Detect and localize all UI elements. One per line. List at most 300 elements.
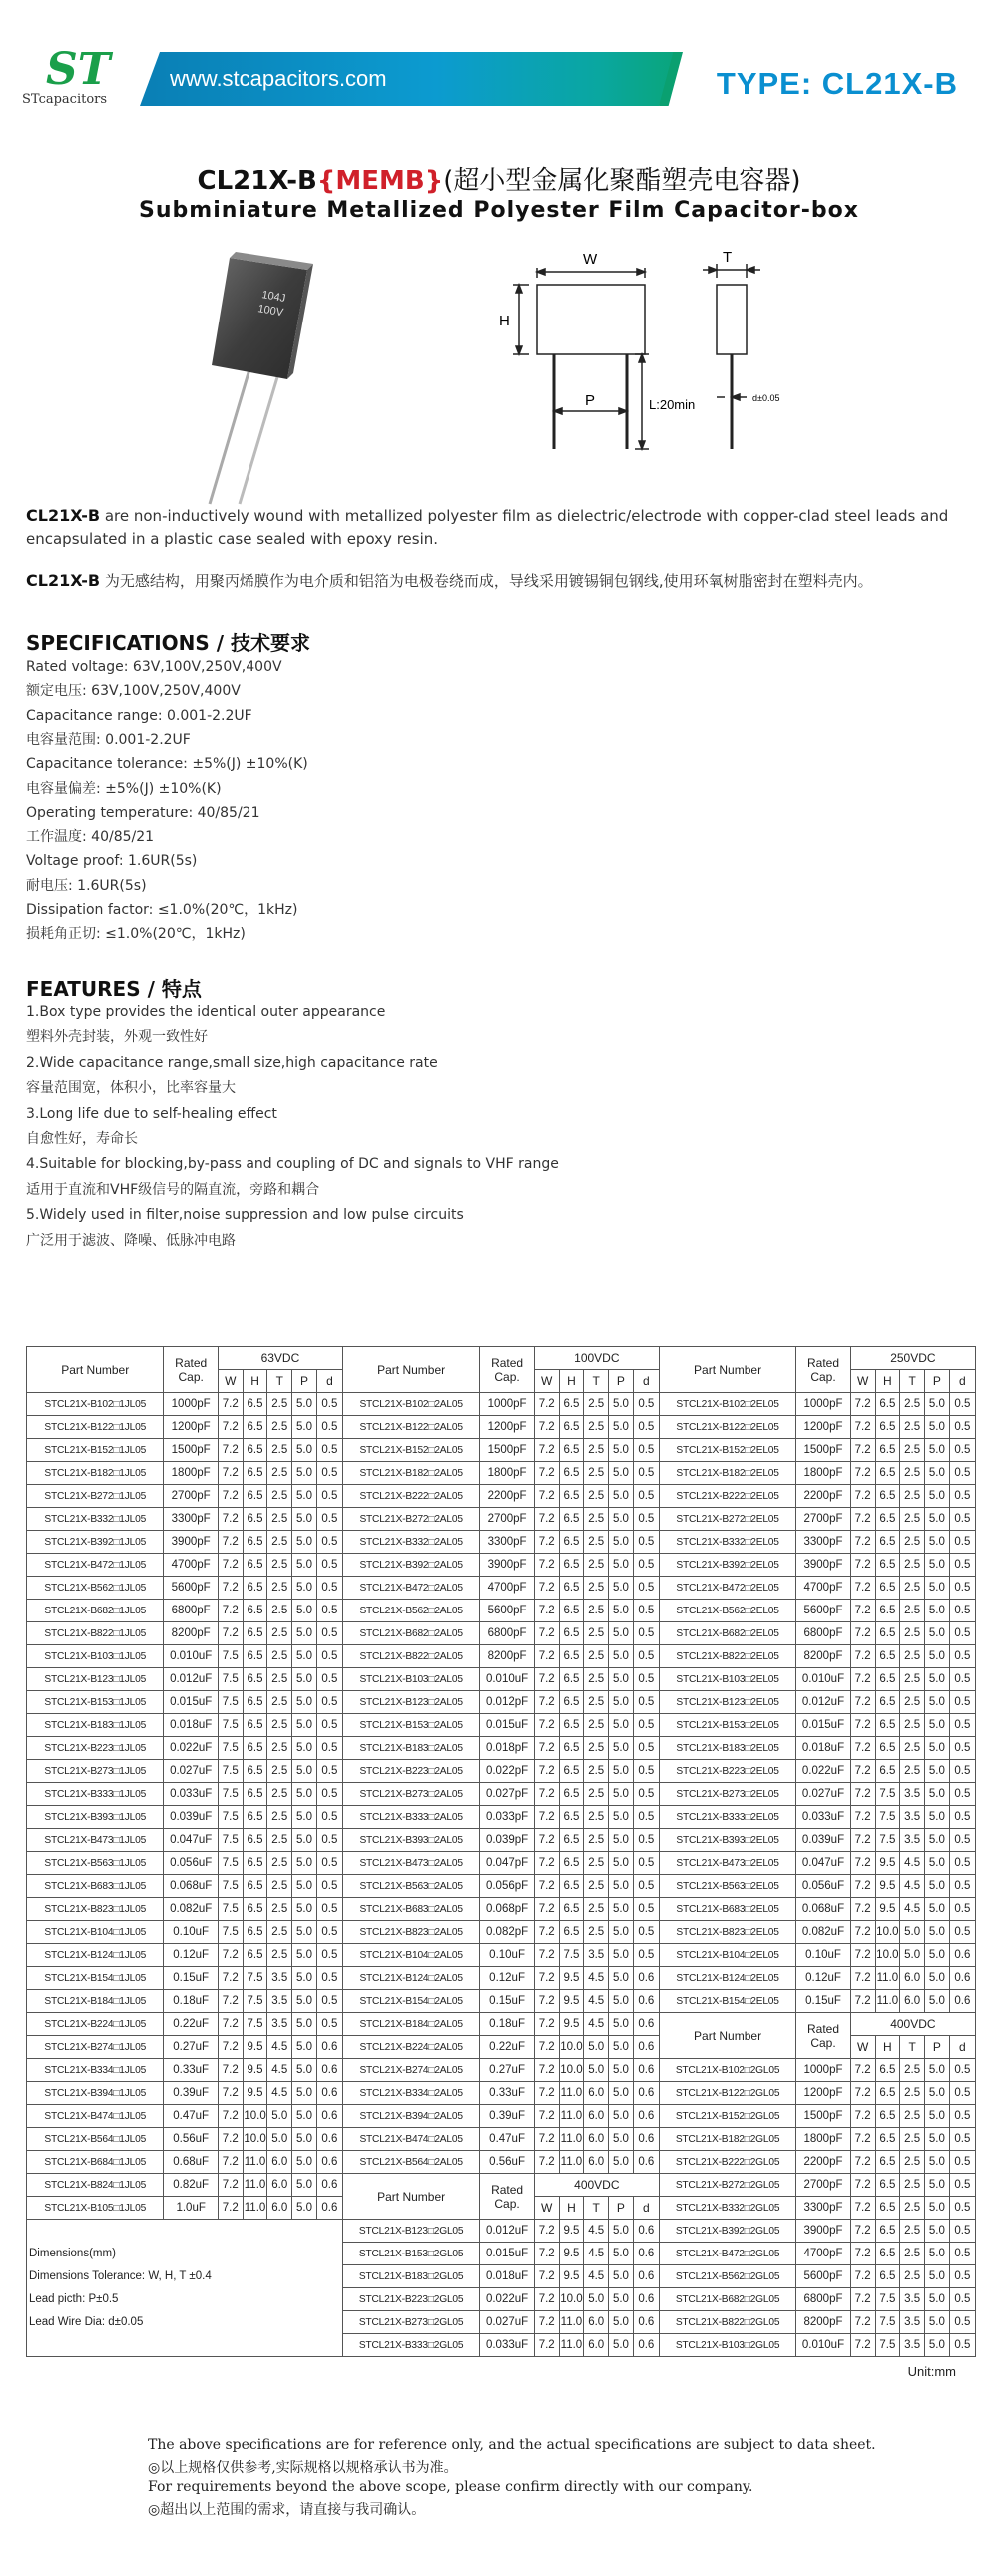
part-number-cell: STCL21X-B822□2AL05: [342, 1645, 479, 1668]
capacitance-cell: 0.39uF: [480, 2105, 534, 2128]
dimension-cell: 2.5: [267, 1921, 292, 1944]
dimension-cell: 2.5: [900, 2151, 925, 2174]
dimension-cell: 5.0: [925, 2265, 950, 2288]
dimension-cell: 0.5: [949, 1439, 975, 1462]
dimension-cell: 0.5: [949, 2059, 975, 2082]
capacitance-cell: 2200pF: [796, 1485, 850, 1508]
dimension-cell: 10.0: [875, 1944, 900, 1967]
dimension-cell: 0.5: [316, 1531, 342, 1554]
dimension-cell: 7.2: [218, 1944, 243, 1967]
dimension-cell: 5.0: [925, 2128, 950, 2151]
capacitance-cell: 0.047pF: [480, 1852, 534, 1875]
table-row: [27, 2151, 976, 2174]
capacitance-cell: 1.0uF: [164, 2197, 218, 2220]
table-row: [27, 1806, 976, 1829]
dimension-cell: 7.2: [218, 2036, 243, 2059]
dimension-cell: 5.0: [925, 1600, 950, 1622]
dimension-cell: 3.5: [900, 2288, 925, 2311]
dimension-cell: 6.5: [243, 1829, 267, 1852]
capacitance-cell: 0.022uF: [480, 2288, 534, 2311]
unit-note: Unit:mm: [907, 2364, 956, 2379]
dimensions-notes: [27, 2220, 343, 2357]
dimension-cell: 5.0: [584, 2036, 609, 2059]
capacitance-cell: 4700pF: [480, 1577, 534, 1600]
capacitance-cell: 6800pF: [796, 1622, 850, 1645]
dimension-cell: 6.0: [584, 2311, 609, 2334]
dimension-cell: 7.5: [218, 1783, 243, 1806]
header-dim: d: [633, 2197, 659, 2220]
dim-dia-label: d±0.05: [752, 393, 780, 403]
dimension-cell: 4.5: [584, 1967, 609, 1990]
dimension-cell: 0.5: [316, 1806, 342, 1829]
dimension-cell: 2.5: [900, 1416, 925, 1439]
part-number-cell: STCL21X-B183□2EL05: [659, 1737, 795, 1760]
dimension-cell: 2.5: [900, 1554, 925, 1577]
dimension-cell: 7.2: [850, 2220, 875, 2243]
dimension-cell: 5.0: [292, 1875, 317, 1898]
dimension-cell: 2.5: [900, 2265, 925, 2288]
capacitance-cell: 0.47uF: [480, 2128, 534, 2151]
dimension-cell: 7.2: [534, 1393, 559, 1416]
capacitance-cell: 0.15uF: [796, 1990, 850, 2013]
dimension-cell: 2.5: [900, 2220, 925, 2243]
capacitance-cell: 8200pF: [796, 1645, 850, 1668]
dimension-cell: 7.2: [534, 1967, 559, 1990]
capacitance-cell: 0.012uF: [480, 2220, 534, 2243]
table-row: [27, 1714, 976, 1737]
part-number-cell: STCL21X-B182□1JL05: [27, 1462, 164, 1485]
part-number-cell: STCL21X-B392□1JL05: [27, 1531, 164, 1554]
dimension-cell: 7.2: [218, 1600, 243, 1622]
dimension-cell: 7.5: [243, 2013, 267, 2036]
dimension-cell: 5.0: [292, 2197, 317, 2220]
capacitance-cell: 0.018uF: [480, 2265, 534, 2288]
dimension-cell: 5.0: [292, 1485, 317, 1508]
capacitance-cell: 1500pF: [164, 1439, 218, 1462]
part-number-cell: STCL21X-B393□2AL05: [342, 1829, 479, 1852]
header-dim: T: [267, 1370, 292, 1393]
dimension-cell: 0.5: [316, 1921, 342, 1944]
dimension-cell: 5.0: [292, 1393, 317, 1416]
dimension-cell: 7.2: [850, 1439, 875, 1462]
dimension-cell: 2.5: [900, 1714, 925, 1737]
header-part-number: Part Number: [659, 2013, 795, 2059]
capacitance-cell: 0.12uF: [480, 1967, 534, 1990]
dimension-cell: 6.5: [875, 2174, 900, 2197]
part-number-cell: STCL21X-B334□2AL05: [342, 2082, 479, 2105]
dimension-cell: 0.6: [633, 2059, 659, 2082]
dimension-cell: 0.5: [316, 1691, 342, 1714]
capacitance-cell: 0.33uF: [480, 2082, 534, 2105]
part-number-cell: STCL21X-B682□2GL05: [659, 2288, 795, 2311]
part-number-cell: STCL21X-B682□2EL05: [659, 1622, 795, 1645]
dimension-cell: 6.5: [875, 2151, 900, 2174]
dimension-cell: 11.0: [243, 2151, 267, 2174]
dimension-cell: 6.0: [267, 2151, 292, 2174]
part-number-cell: STCL21X-B274□2AL05: [342, 2059, 479, 2082]
table-row: [27, 2082, 976, 2105]
table-row: [27, 1393, 976, 1416]
dimension-cell: 5.0: [609, 1462, 634, 1485]
part-number-cell: STCL21X-B333□2EL05: [659, 1806, 795, 1829]
dimension-cell: 2.5: [267, 1829, 292, 1852]
dimension-cell: 6.5: [243, 1622, 267, 1645]
lead-wire: [240, 377, 277, 504]
table-row: [27, 1783, 976, 1806]
dimension-cell: 2.5: [267, 1898, 292, 1921]
dimension-cell: 7.2: [850, 2265, 875, 2288]
capacitance-cell: 5600pF: [796, 1600, 850, 1622]
dim-p-label: P: [585, 392, 596, 409]
dimension-cell: 5.0: [925, 2151, 950, 2174]
dimension-cell: 5.0: [584, 2288, 609, 2311]
part-number-cell: STCL21X-B222□2AL05: [342, 1485, 479, 1508]
part-number-cell: STCL21X-B562□2EL05: [659, 1600, 795, 1622]
dimension-cell: 0.5: [949, 1577, 975, 1600]
part-number-cell: STCL21X-B153□2AL05: [342, 1714, 479, 1737]
dimension-cell: 0.5: [949, 2128, 975, 2151]
dimension-cell: 11.0: [875, 1967, 900, 1990]
dimension-cell: 0.5: [949, 1806, 975, 1829]
dimension-cell: 0.5: [949, 2288, 975, 2311]
feature-line: 3.Long life due to self-healing effect: [26, 1105, 277, 1122]
dimension-cell: 0.5: [949, 2151, 975, 2174]
dimension-cell: 6.5: [559, 1462, 584, 1485]
dimension-cell: 5.0: [292, 1714, 317, 1737]
header-dim: d: [949, 1370, 975, 1393]
dimension-cell: 0.6: [316, 2128, 342, 2151]
dimension-cell: 0.5: [316, 1462, 342, 1485]
table-row: [27, 2013, 976, 2036]
dimension-cell: 0.5: [316, 2013, 342, 2036]
dimension-cell: 5.0: [292, 2036, 317, 2059]
dimension-cell: 5.0: [925, 2059, 950, 2082]
dimension-cell: 7.5: [218, 1875, 243, 1898]
dimension-cell: 0.6: [316, 2151, 342, 2174]
dimension-cell: 6.0: [900, 1967, 925, 1990]
part-number-cell: STCL21X-B274□1JL05: [27, 2036, 164, 2059]
capacitance-cell: 5600pF: [164, 1577, 218, 1600]
capacitance-cell: 0.27uF: [164, 2036, 218, 2059]
capacitance-cell: 2200pF: [480, 1485, 534, 1508]
table-row: [27, 1875, 976, 1898]
dimension-cell: 0.5: [949, 1714, 975, 1737]
dimension-cell: 6.5: [243, 1760, 267, 1783]
dimension-cell: 11.0: [559, 2105, 584, 2128]
dimension-cell: 6.5: [243, 1898, 267, 1921]
dimension-cell: 6.5: [559, 1531, 584, 1554]
dimension-cell: 5.0: [609, 2105, 634, 2128]
dimension-cell: 0.5: [633, 1852, 659, 1875]
capacitance-cell: 0.056pF: [480, 1875, 534, 1898]
dimension-cell: 2.5: [584, 1600, 609, 1622]
dimension-cell: 7.2: [534, 1829, 559, 1852]
dimension-cell: 0.5: [316, 1944, 342, 1967]
dimension-cell: 5.0: [609, 2220, 634, 2243]
product-photo: [190, 240, 359, 509]
dimension-cell: 6.5: [559, 1783, 584, 1806]
dimension-cell: 5.0: [609, 1714, 634, 1737]
dimension-cell: 2.5: [900, 1485, 925, 1508]
part-number-cell: STCL21X-B563□1JL05: [27, 1852, 164, 1875]
dimension-cell: 7.2: [218, 1508, 243, 1531]
dimension-cell: 0.5: [949, 1783, 975, 1806]
dimension-cell: 6.5: [243, 1875, 267, 1898]
capacitance-cell: 5600pF: [796, 2265, 850, 2288]
dimension-cell: 2.5: [267, 1462, 292, 1485]
dimension-cell: 4.5: [584, 2265, 609, 2288]
dimension-cell: 5.0: [609, 2013, 634, 2036]
capacitance-cell: 3300pF: [164, 1508, 218, 1531]
part-number-cell: STCL21X-B564□2AL05: [342, 2151, 479, 2174]
dimension-cell: 7.2: [534, 2151, 559, 2174]
dimension-cell: 5.0: [292, 1416, 317, 1439]
dimension-cell: 2.5: [267, 1714, 292, 1737]
capacitance-cell: 0.27uF: [480, 2059, 534, 2082]
dimension-cell: 2.5: [900, 2243, 925, 2265]
dimension-cell: 7.2: [218, 1990, 243, 2013]
dimension-cell: 2.5: [584, 1554, 609, 1577]
specs-heading: SPECIFICATIONS / 技术要求: [26, 631, 311, 655]
dimension-cell: 7.2: [534, 1462, 559, 1485]
dimension-cell: 0.5: [949, 2220, 975, 2243]
dimension-cell: 6.5: [875, 1622, 900, 1645]
dimension-cell: 6.5: [875, 1531, 900, 1554]
spec-line: Capacitance range: 0.001-2.2UF: [26, 707, 252, 724]
dimension-cell: 7.2: [850, 1737, 875, 1760]
part-number-cell: STCL21X-B473□2AL05: [342, 1852, 479, 1875]
dimension-cell: 2.5: [900, 1439, 925, 1462]
feature-line: 自愈性好，寿命长: [26, 1131, 138, 1147]
part-number-cell: STCL21X-B822□2EL05: [659, 1645, 795, 1668]
footer-note-3: For requirements beyond the above scope, please confirm directly with our company.: [148, 2479, 753, 2495]
dimension-cell: 2.5: [267, 1485, 292, 1508]
dimension-cell: 0.5: [633, 1829, 659, 1852]
dimension-cell: 5.0: [609, 2265, 634, 2288]
header-dim: d: [949, 2036, 975, 2059]
dimension-cell: 7.2: [218, 2082, 243, 2105]
dimension-cell: 2.5: [900, 1668, 925, 1691]
header-dim: P: [925, 1370, 950, 1393]
header-rated-cap: [796, 1347, 850, 1393]
dimension-cell: 5.0: [925, 1760, 950, 1783]
capacitance-cell: 3900pF: [480, 1554, 534, 1577]
capacitance-cell: 0.22uF: [480, 2036, 534, 2059]
dimension-cell: 7.2: [534, 1508, 559, 1531]
dimension-cell: 0.5: [633, 1760, 659, 1783]
table-row: [27, 1439, 976, 1462]
dimension-cell: 7.2: [218, 1967, 243, 1990]
dimension-cell: 0.5: [316, 1600, 342, 1622]
dimension-cell: 6.5: [559, 1554, 584, 1577]
website-link[interactable]: www.stcapacitors.com: [170, 66, 387, 91]
intro-cn-text: 为无感结构，用聚丙烯膜作为电介质和铝箔为电极卷绕而成，导线采用镀锡铜包钢线,使用环氧树脂密封在塑料壳内。: [100, 572, 873, 590]
feature-line: 塑料外壳封装，外观一致性好: [26, 1029, 208, 1046]
dimension-cell: 6.5: [243, 1714, 267, 1737]
dimension-cell: 7.2: [218, 1531, 243, 1554]
type-label: TYPE: CL21X-B: [716, 66, 958, 101]
dimension-cell: 7.5: [875, 2334, 900, 2357]
part-number-cell: STCL21X-B223□2EL05: [659, 1760, 795, 1783]
dimension-cell: 7.2: [850, 1875, 875, 1898]
part-number-cell: STCL21X-B564□1JL05: [27, 2128, 164, 2151]
part-number-cell: STCL21X-B272□2EL05: [659, 1508, 795, 1531]
capacitance-cell: 1800pF: [796, 2128, 850, 2151]
dimension-cell: 7.2: [850, 1806, 875, 1829]
dimension-cell: 7.5: [243, 1967, 267, 1990]
dimension-cell: 0.5: [316, 1990, 342, 2013]
dimension-cell: 7.5: [218, 1898, 243, 1921]
dimension-cell: 5.0: [609, 1829, 634, 1852]
dimension-cell: 0.5: [949, 1875, 975, 1898]
capacitance-cell: 0.033pF: [480, 1806, 534, 1829]
dimension-cell: 5.0: [925, 1668, 950, 1691]
dimension-cell: 3.5: [267, 1967, 292, 1990]
dimension-cell: 2.5: [267, 1737, 292, 1760]
dimension-cell: 7.2: [534, 2334, 559, 2357]
header-dim: H: [875, 1370, 900, 1393]
dimension-cell: 0.5: [633, 1714, 659, 1737]
dimension-cell: 0.5: [949, 1462, 975, 1485]
dimension-cell: 7.2: [218, 2151, 243, 2174]
capacitance-cell: 0.033uF: [796, 1806, 850, 1829]
capacitance-cell: 1500pF: [480, 1439, 534, 1462]
part-number-cell: STCL21X-B332□2EL05: [659, 1531, 795, 1554]
dimension-cell: 7.2: [534, 1691, 559, 1714]
dimension-cell: 5.0: [925, 1485, 950, 1508]
dimension-cell: 0.5: [316, 1416, 342, 1439]
table-row: [27, 1462, 976, 1485]
capacitance-cell: 0.18uF: [480, 2013, 534, 2036]
dimension-cell: 6.5: [559, 1760, 584, 1783]
part-number-cell: STCL21X-B473□1JL05: [27, 1829, 164, 1852]
table-row: [27, 1416, 976, 1439]
dimension-cell: 0.5: [949, 2243, 975, 2265]
part-number-cell: STCL21X-B123□2EL05: [659, 1691, 795, 1714]
capacitance-cell: 0.012uF: [164, 1668, 218, 1691]
dimension-cell: 5.0: [292, 1645, 317, 1668]
capacitance-cell: 0.018pF: [480, 1737, 534, 1760]
dimension-cell: 5.0: [900, 1921, 925, 1944]
table-row: [27, 1737, 976, 1760]
dimension-cell: 6.5: [875, 1485, 900, 1508]
dimension-cell: 9.5: [559, 2243, 584, 2265]
capacitance-cell: 0.82uF: [164, 2174, 218, 2197]
dimension-cell: 0.5: [949, 1554, 975, 1577]
dimension-cell: 7.5: [218, 1714, 243, 1737]
capacitance-cell: 6800pF: [796, 2288, 850, 2311]
dimension-cell: 2.5: [267, 1577, 292, 1600]
capacitance-cell: 2200pF: [796, 2151, 850, 2174]
dimension-cell: 2.5: [900, 1691, 925, 1714]
part-number-cell: STCL21X-B332□2AL05: [342, 1531, 479, 1554]
dimension-cell: 11.0: [559, 2151, 584, 2174]
dimension-cell: 5.0: [925, 1645, 950, 1668]
dimension-cell: 7.5: [218, 1806, 243, 1829]
dimension-cell: 6.5: [875, 2243, 900, 2265]
dimension-cell: 2.5: [584, 1714, 609, 1737]
marking-line1: 104J: [260, 289, 287, 306]
spec-line: Operating temperature: 40/85/21: [26, 804, 260, 821]
dimension-cell: 2.5: [584, 1416, 609, 1439]
dimension-cell: 0.5: [316, 1645, 342, 1668]
dimension-cell: 5.0: [609, 1554, 634, 1577]
dimension-cell: 2.5: [267, 1622, 292, 1645]
dimension-cell: 2.5: [584, 1691, 609, 1714]
dimension-cell: 5.0: [584, 2059, 609, 2082]
dimension-cell: 5.0: [292, 1439, 317, 1462]
dimension-cell: 7.2: [534, 1783, 559, 1806]
dimension-cell: 0.5: [316, 1967, 342, 1990]
dimension-cell: 0.5: [316, 1737, 342, 1760]
dimension-cell: 3.5: [900, 2311, 925, 2334]
dimension-cell: 6.5: [559, 1668, 584, 1691]
dimension-cell: 6.5: [559, 1691, 584, 1714]
dimension-cell: 5.0: [609, 1944, 634, 1967]
dimension-cell: 0.5: [949, 1600, 975, 1622]
table-row: [27, 1852, 976, 1875]
dimension-cell: 5.0: [292, 2105, 317, 2128]
dimension-cell: 6.5: [875, 1645, 900, 1668]
dimension-cell: 5.0: [292, 2013, 317, 2036]
table-row: [27, 1485, 976, 1508]
capacitance-cell: 0.082uF: [164, 1898, 218, 1921]
dimension-cell: 7.2: [218, 1622, 243, 1645]
header-dim: T: [900, 2036, 925, 2059]
part-number-cell: STCL21X-B124□2AL05: [342, 1967, 479, 1990]
dimension-cell: 2.5: [584, 1737, 609, 1760]
dimension-cell: 5.0: [925, 1462, 950, 1485]
dimension-cell: 0.6: [633, 2334, 659, 2357]
dimension-cell: 7.2: [534, 1439, 559, 1462]
part-number-cell: STCL21X-B394□2AL05: [342, 2105, 479, 2128]
dimension-cell: 5.0: [609, 1990, 634, 2013]
dimension-cell: 5.0: [609, 1691, 634, 1714]
capacitance-cell: 0.018uF: [796, 1737, 850, 1760]
dimension-cell: 7.5: [559, 1944, 584, 1967]
dimension-cell: 2.5: [584, 1875, 609, 1898]
dimension-cell: 5.0: [292, 2128, 317, 2151]
dimension-cell: 0.6: [633, 2311, 659, 2334]
capacitance-cell: 1500pF: [796, 2105, 850, 2128]
dimension-cell: 0.5: [633, 1600, 659, 1622]
dimension-cell: 2.5: [584, 1508, 609, 1531]
header-voltage-group: 400VDC: [534, 2174, 659, 2197]
dimension-cell: 5.0: [925, 2082, 950, 2105]
dimension-cell: 4.5: [267, 2082, 292, 2105]
dimension-cell: 6.5: [559, 1622, 584, 1645]
capacitance-cell: 8200pF: [796, 2311, 850, 2334]
dimension-cell: 5.0: [292, 1760, 317, 1783]
dimension-cell: 6.0: [584, 2151, 609, 2174]
header-rated-line: Rated: [175, 1355, 208, 1370]
dimension-cell: 5.0: [292, 2059, 317, 2082]
dimension-cell: 5.0: [292, 1944, 317, 1967]
capacitance-cell: 0.039pF: [480, 1829, 534, 1852]
dimension-cell: 0.5: [633, 1737, 659, 1760]
dimension-cell: 6.5: [559, 1439, 584, 1462]
dimension-cell: 5.0: [925, 2334, 950, 2357]
table-row: [27, 1347, 976, 1370]
dimension-cell: 7.5: [218, 1829, 243, 1852]
dimension-cell: 7.2: [850, 1944, 875, 1967]
dimension-cell: 0.5: [316, 1554, 342, 1577]
table-row: [27, 1990, 976, 2013]
dimension-cell: 7.2: [534, 1485, 559, 1508]
dimension-cell: 5.0: [900, 1944, 925, 1967]
dimension-cell: 7.2: [850, 1967, 875, 1990]
header-cap-line: Cap.: [810, 2035, 836, 2050]
